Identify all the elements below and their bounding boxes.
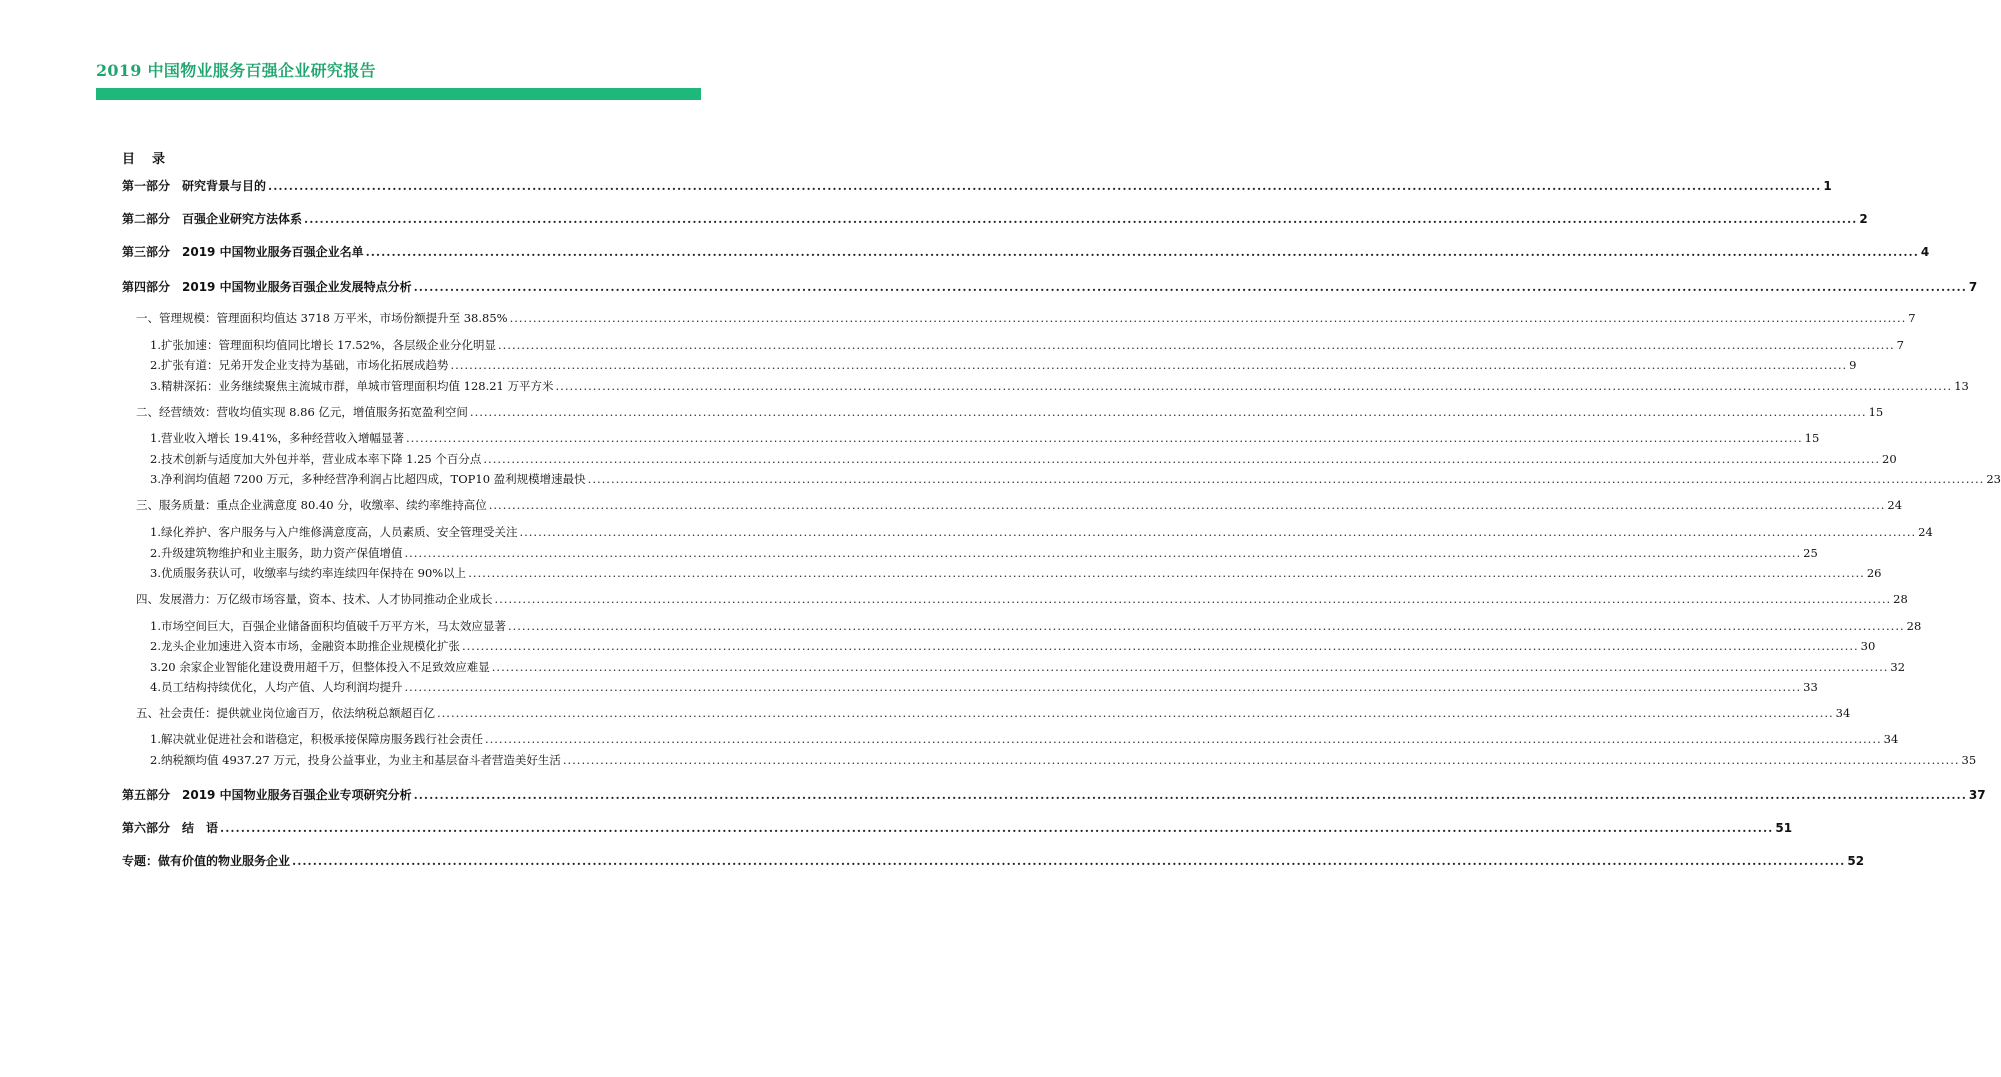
toc-page-number: 32: [1890, 660, 1906, 674]
toc-entry-label: 三、服务质量：重点企业满意度 80.40 分，收缴率、续约率维持高位: [136, 498, 487, 512]
toc-page-number: 26: [1866, 566, 1882, 580]
toc-entry[interactable]: [122, 852, 1865, 869]
toc-entry[interactable]: [150, 430, 1820, 446]
toc-entry-label: 1.绿化养护、客户服务与入户维修满意度高，人员素质、安全管理受关注: [150, 525, 518, 539]
toc-page-number: 7: [1968, 280, 1978, 294]
toc-page-number: 24: [1918, 525, 1933, 539]
toc-page-number: 7: [1908, 311, 1916, 325]
toc-entry-label: 一、管理规模：管理面积均值达 3718 万平米，市场份额提升至 38.85%: [136, 311, 508, 325]
toc-page-number: 13: [1954, 379, 1969, 393]
toc-entry-label: 2.升级建筑物维护和业主服务，助力资产保值增值: [150, 546, 403, 560]
toc-leader-dots: ............................................................................................................................................................................................................................................................................................................: [413, 280, 1967, 294]
toc-entry-label: 2.纳税额均值 4937.27 万元，投身公益事业，为业主和基层奋斗者营造美好生活: [150, 753, 561, 767]
toc-entry[interactable]: [150, 618, 1922, 634]
toc-entry-label: 第二部分 百强企业研究方法体系: [122, 212, 303, 226]
toc-page-number: 15: [1868, 405, 1884, 419]
toc-page-number: 35: [1961, 753, 1977, 767]
toc-entry[interactable]: [150, 337, 1904, 353]
toc-leader-dots: ............................................................................................................................................................................................................................................................................................................: [509, 311, 1907, 325]
toc-entry-label: 五、社会责任：提供就业岗位逾百万，依法纳税总额超百亿: [136, 706, 435, 720]
toc-leader-dots: ............................................................................................................................................................................................................................................................................................................: [484, 732, 1882, 746]
toc-leader-dots: ............................................................................................................................................................................................................................................................................................................: [437, 706, 1834, 720]
toc-entry[interactable]: [136, 310, 1916, 326]
toc-entry[interactable]: [122, 786, 1986, 803]
toc-leader-dots: ............................................................................................................................................................................................................................................................................................................: [304, 212, 1858, 226]
toc-leader-dots: ............................................................................................................................................................................................................................................................................................................: [494, 592, 1892, 606]
toc-leader-dots: ............................................................................................................................................................................................................................................................................................................: [587, 472, 1985, 486]
toc-page-number: 1: [1823, 179, 1832, 193]
toc-entry-label: 第一部分 研究背景与目的: [122, 179, 267, 193]
toc-leader-dots: ............................................................................................................................................................................................................................................................................................................: [404, 546, 1802, 560]
toc-entry-label: 1.市场空间巨大，百强企业储备面积均值破千万平方米，马太效应显著: [150, 619, 506, 633]
toc-entry-label: 3.精耕深拓：业务继续聚焦主流城市群，单城市管理面积均值 128.21 万平方米: [150, 379, 554, 393]
toc-page-number: 2: [1859, 212, 1868, 226]
toc-page-number: 9: [1849, 358, 1857, 372]
toc-entry[interactable]: [122, 177, 1832, 194]
toc-page-number: 23: [1986, 472, 2001, 486]
toc-entry[interactable]: [136, 591, 1908, 607]
toc-entry[interactable]: [136, 705, 1851, 721]
toc-leader-dots: ............................................................................................................................................................................................................................................................................................................: [292, 854, 1846, 868]
toc-leader-dots: ............................................................................................................................................................................................................................................................................................................: [405, 431, 1803, 445]
toc-leader-dots: ............................................................................................................................................................................................................................................................................................................: [268, 179, 1822, 193]
toc-page-number: 15: [1804, 431, 1820, 445]
toc-leader-dots: ............................................................................................................................................................................................................................................................................................................: [519, 525, 1917, 539]
toc-entry[interactable]: [150, 731, 1899, 747]
toc-entry[interactable]: [122, 819, 1793, 836]
toc-entry-label: 第五部分 2019 中国物业服务百强企业专项研究分析: [122, 788, 412, 802]
toc-entry[interactable]: [150, 545, 1818, 561]
toc-entry-label: 3.20 余家企业智能化建设费用超千万，但整体投入不足致效应难显: [150, 660, 490, 674]
toc-leader-dots: ............................................................................................................................................................................................................................................................................................................: [365, 245, 1919, 259]
toc-leader-dots: ............................................................................................................................................................................................................................................................................................................: [468, 566, 1865, 580]
toc-entry-label: 第六部分 结 语: [122, 821, 219, 835]
toc-entry-label: 4.员工结构持续优化，人均产值、人均利润均提升: [150, 680, 403, 694]
toc-entry-label: 1.解决就业促进社会和谐稳定，积极承接保障房服务践行社会责任: [150, 732, 483, 746]
toc-entry-label: 3.优质服务获认可，收缴率与续约率连续四年保持在 90%以上: [150, 566, 467, 580]
toc-entry[interactable]: [122, 243, 1930, 260]
toc-entry[interactable]: [150, 638, 1876, 654]
toc-entry[interactable]: [150, 659, 1906, 675]
toc-page-number: 20: [1882, 452, 1897, 466]
toc-entry-label: 专题：做有价值的物业服务企业: [122, 854, 291, 868]
toc-leader-dots: ............................................................................................................................................................................................................................................................................................................: [469, 405, 1867, 419]
toc-entry-label: 2.技术创新与适度加大外包并举，营业成本率下降 1.25 个百分点: [150, 452, 482, 466]
toc-entry[interactable]: [136, 404, 1884, 420]
toc-page-number: 51: [1775, 821, 1793, 835]
toc-leader-dots: ............................................................................................................................................................................................................................................................................................................: [497, 338, 1895, 352]
toc-leader-dots: ............................................................................................................................................................................................................................................................................................................: [555, 379, 1953, 393]
toc-page-number: 7: [1896, 338, 1904, 352]
toc-entry[interactable]: [122, 278, 1978, 295]
toc-leader-dots: ............................................................................................................................................................................................................................................................................................................: [507, 619, 1905, 633]
toc-page-number: 37: [1968, 788, 1986, 802]
report-title: 2019 中国物业服务百强企业研究报告: [96, 61, 376, 80]
toc-entry[interactable]: [150, 565, 1882, 581]
toc-entry[interactable]: [150, 378, 1969, 394]
toc-entry-label: 二、经营绩效：营收均值实现 8.86 亿元，增值服务拓宽盈利空间: [136, 405, 468, 419]
toc-leader-dots: ............................................................................................................................................................................................................................................................................................................: [562, 753, 1960, 767]
toc-heading: 目 录: [122, 152, 168, 167]
toc-page-number: 28: [1893, 592, 1908, 606]
toc-entry[interactable]: [150, 679, 1818, 695]
toc-page-number: 33: [1803, 680, 1818, 694]
toc-leader-dots: ............................................................................................................................................................................................................................................................................................................: [461, 639, 1859, 653]
toc-entry[interactable]: [150, 752, 1977, 768]
toc-leader-dots: ............................................................................................................................................................................................................................................................................................................: [483, 452, 1881, 466]
toc-page-number: 34: [1883, 732, 1899, 746]
toc-page-number: 30: [1860, 639, 1876, 653]
toc-entry[interactable]: [150, 471, 2001, 487]
toc-leader-dots: ............................................................................................................................................................................................................................................................................................................: [220, 821, 1774, 835]
toc-leader-dots: ............................................................................................................................................................................................................................................................................................................: [413, 788, 1967, 802]
toc-page-number: 52: [1847, 854, 1865, 868]
toc-leader-dots: ............................................................................................................................................................................................................................................................................................................: [404, 680, 1802, 694]
toc-entry-label: 1.扩张加速：管理面积均值同比增长 17.52%，各层级企业分化明显: [150, 338, 496, 352]
toc-entry[interactable]: [122, 210, 1868, 227]
toc-page-number: 34: [1835, 706, 1851, 720]
toc-entry-label: 1.营业收入增长 19.41%，多种经营收入增幅显著: [150, 431, 404, 445]
toc-entry[interactable]: [150, 451, 1897, 467]
toc-leader-dots: ............................................................................................................................................................................................................................................................................................................: [450, 358, 1848, 372]
toc-page-number: 28: [1906, 619, 1922, 633]
toc-page-number: 4: [1920, 245, 1930, 259]
toc-entry-label: 2.扩张有道：兄弟开发企业支持为基础，市场化拓展成趋势: [150, 358, 449, 372]
toc-entry-label: 第四部分 2019 中国物业服务百强企业发展特点分析: [122, 280, 412, 294]
toc-entry-label: 第三部分 2019 中国物业服务百强企业名单: [122, 245, 364, 259]
toc-entry[interactable]: [136, 497, 1903, 513]
header-accent-bar: [96, 88, 701, 100]
toc-page-number: 24: [1887, 498, 1903, 512]
toc-entry-label: 四、发展潜力：万亿级市场容量，资本、技术、人才协同推动企业成长: [136, 592, 493, 606]
toc-entry[interactable]: [150, 524, 1933, 540]
toc-entry-label: 2.龙头企业加速进入资本市场，金融资本助推企业规模化扩张: [150, 639, 460, 653]
toc-leader-dots: ............................................................................................................................................................................................................................................................................................................: [491, 660, 1889, 674]
toc-page-number: 25: [1803, 546, 1818, 560]
toc-leader-dots: ............................................................................................................................................................................................................................................................................................................: [488, 498, 1886, 512]
toc-entry[interactable]: [150, 357, 1857, 373]
toc-entry-label: 3.净利润均值超 7200 万元，多种经营净利润占比超四成，TOP10 盈利规模增速最快: [150, 472, 586, 486]
